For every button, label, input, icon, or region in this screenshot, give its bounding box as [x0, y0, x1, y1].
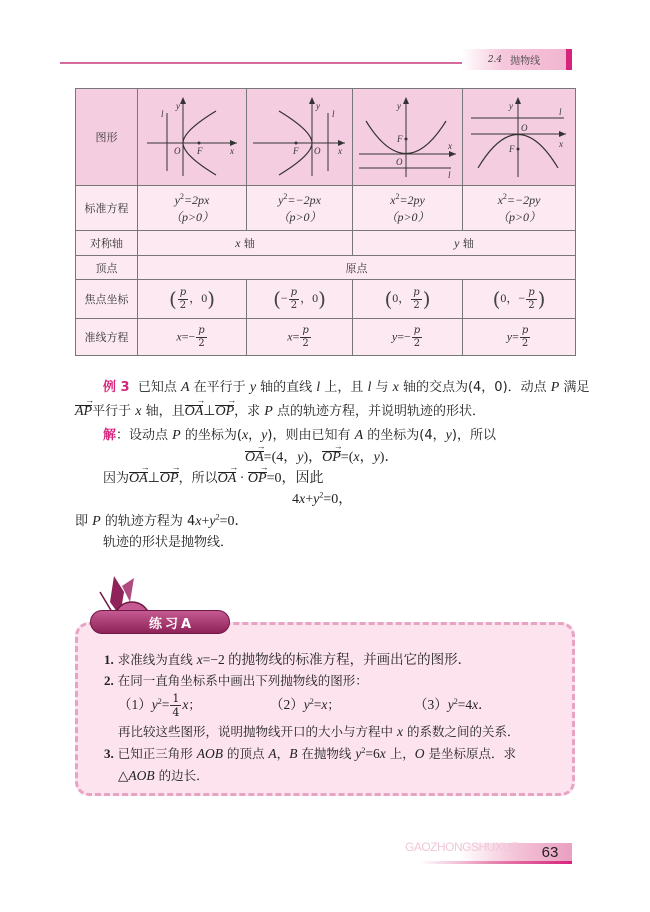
- vector-OA: OA →: [218, 471, 237, 487]
- focus-cell: (0，− $\frac{p}{2}$ ): [463, 280, 576, 319]
- frac-num: p: [528, 286, 535, 298]
- text: +: [305, 492, 314, 507]
- text: 满足: [559, 380, 590, 395]
- var: B: [289, 746, 298, 761]
- directrix-lhs: y: [506, 329, 513, 343]
- directrix-cell: [463, 319, 576, 356]
- focus-cell: (− $\frac{p}{2}$ ，0): [247, 280, 353, 319]
- text: ；: [188, 697, 201, 712]
- text: 轴的直线: [256, 380, 317, 395]
- eq-sup: 2: [283, 191, 288, 201]
- text: ，: [248, 428, 262, 443]
- directrix-op: =−: [397, 329, 411, 343]
- eq-rhs: =−2px: [287, 192, 321, 207]
- text: =0，: [323, 492, 353, 507]
- frac-num: p: [413, 324, 421, 336]
- subpart-1: [118, 693, 201, 718]
- var: y: [373, 450, 380, 465]
- standard-equation-cell: [353, 186, 463, 231]
- vertex-cell: 原点: [138, 256, 576, 280]
- frac-den: 2: [521, 337, 529, 349]
- solution-label: 解: [103, 428, 117, 443]
- var: y: [303, 697, 310, 712]
- section-header: [462, 49, 566, 70]
- frac-num: p: [179, 286, 187, 298]
- eq-lhs: y: [174, 192, 180, 207]
- text: 再比较这些图形，说明抛物线开口的大小与方程中: [118, 724, 397, 739]
- text: 即: [75, 514, 93, 529]
- row-label-focus: 焦点坐标: [76, 280, 138, 319]
- frac-num: p: [521, 324, 529, 336]
- vector-OP: OP →: [160, 471, 179, 487]
- var: x: [353, 450, 360, 465]
- text: +: [201, 514, 210, 529]
- text: =6: [365, 746, 380, 761]
- svg-text:F: F: [292, 145, 298, 156]
- solution-line-1: [103, 424, 496, 444]
- text: =(4，: [263, 450, 298, 465]
- eq-lhs: y: [278, 192, 284, 207]
- text: 平行于: [92, 404, 136, 419]
- text: 与: [371, 380, 393, 395]
- var: AOB: [196, 746, 223, 761]
- vector-OA: OA →: [245, 450, 264, 466]
- frac-den: 4: [172, 706, 180, 719]
- example-line-1: [103, 376, 589, 396]
- axis-cell-y: [353, 231, 576, 256]
- text: =: [313, 697, 322, 712]
- standard-equation-cell: [247, 186, 353, 231]
- header-rule: [60, 62, 462, 64]
- row-label-graph: 图形: [76, 89, 138, 186]
- text: 是坐标原点．求: [424, 746, 516, 761]
- exercise-item-3: [104, 744, 516, 762]
- svg-text:O: O: [395, 156, 402, 167]
- table-row-focus: [76, 280, 576, 319]
- exercise-title-badge: 练习A: [90, 610, 230, 634]
- svg-text:x: x: [447, 140, 452, 151]
- vector-OA: OA →: [185, 404, 204, 420]
- var: x: [392, 380, 399, 395]
- frac-num: p: [198, 324, 205, 336]
- text: 轴的交点为(4，0)．动点: [398, 380, 551, 395]
- frac-den: 2: [302, 337, 309, 349]
- text: ，所以: [178, 471, 218, 486]
- graph-opens-right: [138, 89, 247, 186]
- table-row-vertex: [76, 256, 576, 280]
- svg-text:O: O: [313, 145, 320, 156]
- row-label-axis: 对称轴: [76, 231, 138, 256]
- solution-line-3: [103, 467, 324, 487]
- directrix-op: =: [292, 329, 300, 343]
- text: 的边长．: [154, 768, 209, 783]
- directrix-op: =: [512, 329, 519, 343]
- svg-text:y: y: [315, 100, 320, 111]
- standard-equation-cell: [463, 186, 576, 231]
- text: )，则由已知有: [267, 428, 355, 443]
- focus-sign: −: [518, 291, 526, 305]
- focus-cell: (0， $\frac{p}{2}$ ): [353, 280, 463, 319]
- eq-condition: （p>0）: [385, 209, 430, 224]
- text: =: [161, 697, 170, 712]
- var: y: [261, 428, 268, 443]
- text: 的轨迹方程为 4: [100, 514, 196, 529]
- frac-num: p: [413, 286, 420, 298]
- var: A: [268, 746, 277, 761]
- axis-cell-x: [138, 231, 353, 256]
- text: ，: [359, 450, 374, 465]
- sup: 2: [453, 696, 458, 706]
- triangle-symbol: △: [118, 768, 129, 783]
- eq-condition: （p>0）: [169, 209, 215, 224]
- parabola-properties-table: [75, 88, 576, 356]
- section-title: 抛物线: [510, 56, 541, 67]
- vector-OP: OP →: [322, 450, 341, 466]
- frac-num: 1: [172, 692, 180, 705]
- var: x: [472, 697, 479, 712]
- frac-num: p: [290, 286, 298, 298]
- text: 求准线为直线: [117, 652, 197, 667]
- text: )，: [303, 450, 323, 465]
- focus-after: ，0: [189, 291, 208, 305]
- text: ：设动点: [116, 428, 173, 443]
- svg-text:y: y: [509, 100, 513, 111]
- var: P: [264, 404, 273, 419]
- frac-den: 2: [413, 337, 421, 349]
- var: A: [180, 380, 190, 395]
- eq-condition: （p>0）: [277, 209, 322, 224]
- row-label-vertex: 顶点: [76, 256, 138, 280]
- text: )．: [379, 450, 399, 465]
- var: y: [447, 697, 454, 712]
- text: 因为: [103, 471, 130, 486]
- var: y: [151, 697, 158, 712]
- text: 的顶点: [222, 746, 269, 761]
- vector-OP: OP →: [215, 404, 234, 420]
- axis-text: 轴: [459, 237, 474, 250]
- eq-lhs: x: [390, 192, 396, 207]
- table-row-graph: [76, 89, 576, 186]
- svg-text:l: l: [331, 108, 335, 119]
- eq-sup: 2: [179, 191, 184, 201]
- footer-watermark: GAOZHONGSHUXUE: [405, 840, 519, 854]
- svg-text:F: F: [197, 145, 203, 156]
- subpart-3: [414, 693, 492, 713]
- directrix-lhs: x: [287, 329, 293, 343]
- frac-den: 2: [179, 299, 187, 311]
- text: =4: [457, 697, 473, 712]
- vector-OA: OA →: [129, 471, 148, 487]
- section-number: 2.4: [487, 54, 503, 65]
- page-number: 63: [541, 844, 559, 861]
- sup: 2: [157, 696, 162, 706]
- text: 轴，且: [141, 404, 185, 419]
- solution-line-4: [292, 488, 352, 508]
- focus-sign: −: [280, 291, 288, 305]
- var: l: [316, 380, 321, 395]
- sub-label: （3）: [414, 697, 448, 712]
- text: ．: [478, 697, 492, 712]
- table-row-axis: [76, 231, 576, 256]
- table-row-standard-equation: [76, 186, 576, 231]
- parabola-down-diagram: [466, 91, 572, 181]
- parabola-right-diagram: [142, 91, 242, 181]
- text: 点的轨迹方程，并说明轨迹的形状．: [272, 404, 485, 419]
- svg-text:l: l: [161, 108, 164, 119]
- eq-rhs: =−2py: [506, 192, 541, 207]
- eq-sup: 2: [502, 191, 507, 201]
- var: P: [172, 428, 181, 443]
- text: 的坐标为(4，: [363, 428, 446, 443]
- subpart-2: [270, 693, 340, 713]
- text: 的系数之间的关系．: [402, 724, 520, 739]
- var: y: [297, 450, 304, 465]
- var: y: [445, 428, 452, 443]
- svg-text:O: O: [174, 145, 181, 156]
- exercise-item-2: [104, 671, 368, 689]
- svg-text:F: F: [396, 133, 402, 144]
- text: =−2 的抛物线的标准方程，并画出它的图形．: [202, 652, 472, 667]
- svg-text:y: y: [396, 100, 401, 111]
- graph-opens-up: [353, 89, 463, 186]
- row-label-standard-equation: 标准方程: [76, 186, 138, 231]
- text: =(: [340, 450, 354, 465]
- var: x: [321, 697, 328, 712]
- svg-text:x: x: [559, 138, 563, 149]
- directrix-op: =−: [181, 329, 196, 343]
- text: ，: [276, 746, 290, 761]
- text: =0，因此: [266, 471, 324, 486]
- vector-AP: AP →: [75, 404, 92, 420]
- item-number: 2.: [104, 673, 114, 688]
- sup: 2: [215, 512, 220, 522]
- var: y: [313, 492, 320, 507]
- text: 已知点: [137, 380, 181, 395]
- frac-den: 2: [290, 299, 298, 311]
- axis-var: y: [454, 236, 460, 250]
- var: x: [135, 404, 142, 419]
- standard-equation-cell: [138, 186, 247, 231]
- directrix-cell: [353, 319, 463, 356]
- text: 上，: [385, 746, 415, 761]
- var: x: [379, 746, 386, 761]
- sup: 2: [361, 745, 366, 755]
- svg-text:x: x: [337, 145, 342, 156]
- svg-text:F: F: [509, 143, 515, 154]
- frac-den: 2: [413, 299, 420, 311]
- text: 在平行于: [189, 380, 250, 395]
- graph-opens-left: [247, 89, 353, 186]
- sub-label: （2）: [270, 697, 304, 712]
- focus-before: 0，: [392, 291, 411, 305]
- svg-text:x: x: [230, 145, 234, 156]
- text: 在抛物线: [297, 746, 356, 761]
- frac-den: 2: [528, 299, 535, 311]
- var: y: [355, 746, 362, 761]
- svg-text:l: l: [559, 106, 562, 117]
- exercise-item-2-followup: [118, 722, 519, 740]
- var: P: [92, 514, 101, 529]
- row-label-directrix: 准线方程: [76, 319, 138, 356]
- svg-text:O: O: [521, 122, 528, 133]
- text: =0．: [219, 514, 249, 529]
- var: P: [550, 380, 560, 395]
- var: O: [414, 746, 425, 761]
- example-line-2: [75, 400, 485, 420]
- item-number: 3.: [104, 746, 114, 761]
- eq-sup: 2: [395, 191, 400, 201]
- parabola-up-diagram: [356, 91, 460, 181]
- solution-line-6: 轨迹的形状是抛物线．: [103, 535, 234, 550]
- text: )，所以: [451, 428, 496, 443]
- var: A: [354, 428, 364, 443]
- var: l: [367, 380, 372, 395]
- var: x: [195, 514, 202, 529]
- directrix-lhs: y: [391, 329, 398, 343]
- parabola-left-diagram: [250, 91, 350, 181]
- item-number: 1.: [104, 652, 114, 667]
- vector-OP: OP →: [248, 471, 267, 487]
- text: 已知正三角形: [117, 746, 197, 761]
- perp-symbol: ⊥: [147, 471, 160, 486]
- dot-symbol: ·: [236, 471, 248, 486]
- var: x: [196, 652, 203, 667]
- var: AOB: [128, 768, 155, 783]
- sup: 2: [309, 696, 314, 706]
- directrix-cell: [138, 319, 247, 356]
- directrix-lhs: x: [176, 329, 182, 343]
- axis-var: x: [235, 236, 241, 250]
- text: 在同一直角坐标系中画出下列抛物线的图形：: [117, 673, 368, 688]
- graph-opens-down: [463, 89, 576, 186]
- eq-rhs: =2py: [399, 192, 425, 207]
- axis-text: 轴: [240, 237, 255, 250]
- text: ，求: [234, 404, 265, 419]
- var: y: [249, 380, 257, 395]
- focus-cell: ( $\frac{p}{2}$ ，0): [138, 280, 247, 319]
- perp-symbol: ⊥: [203, 404, 216, 419]
- var: x: [182, 697, 189, 712]
- sup: 2: [319, 490, 324, 500]
- eq-rhs: =2px: [183, 192, 210, 207]
- text: 4: [292, 492, 299, 507]
- var: x: [241, 428, 249, 443]
- solution-line-5: [75, 510, 249, 530]
- svg-text:l: l: [447, 169, 451, 180]
- eq-lhs: x: [497, 192, 503, 207]
- focus-after: ，0: [300, 291, 319, 305]
- exercise-item-3-cont: [118, 766, 209, 784]
- header-accent-bar: [566, 49, 572, 70]
- var: y: [209, 514, 216, 529]
- frac-num: p: [302, 324, 309, 336]
- svg-text:y: y: [176, 100, 180, 111]
- sub-label: （1）: [118, 697, 152, 712]
- text: 的坐标为(: [180, 428, 242, 443]
- frac-den: 2: [198, 337, 205, 349]
- example-label: 例 3: [103, 380, 130, 395]
- directrix-cell: [247, 319, 353, 356]
- exercise-item-1: [104, 648, 471, 668]
- text: ；: [327, 697, 340, 712]
- var: x: [396, 724, 403, 739]
- eq-condition: （p>0）: [496, 209, 542, 224]
- focus-before: 0，: [500, 291, 519, 305]
- var: x: [299, 492, 306, 507]
- text: 上，且: [320, 380, 368, 395]
- table-row-directrix: [76, 319, 576, 356]
